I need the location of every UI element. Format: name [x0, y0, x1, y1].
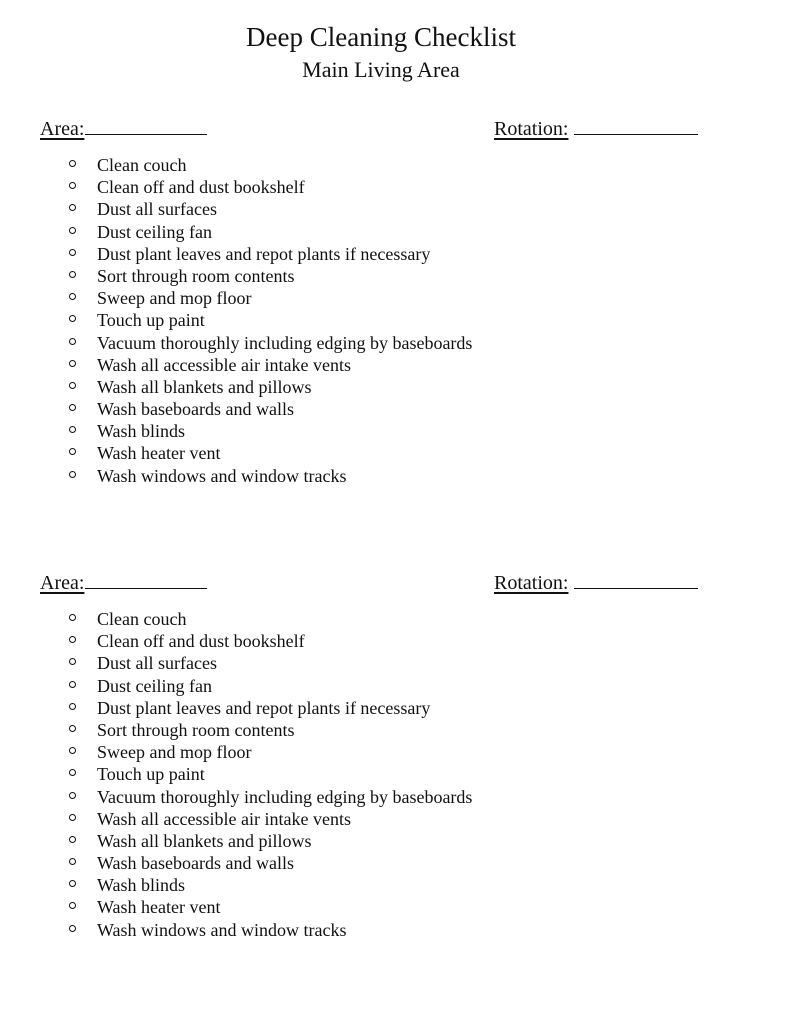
- rotation-blank-line[interactable]: [574, 568, 698, 589]
- area-label: Area:: [40, 118, 85, 140]
- circle-bullet-icon[interactable]: [69, 382, 76, 389]
- circle-bullet-icon[interactable]: [69, 836, 76, 843]
- circle-bullet-icon[interactable]: [69, 725, 76, 732]
- area-label: Area:: [40, 572, 85, 594]
- circle-bullet-icon[interactable]: [69, 182, 76, 189]
- checklist-item-text: Touch up paint: [97, 310, 205, 331]
- checklist-item-text: Wash all blankets and pillows: [97, 376, 312, 397]
- circle-bullet-icon[interactable]: [69, 204, 76, 211]
- circle-bullet-icon[interactable]: [69, 858, 76, 865]
- checklist-item-text: Dust plant leaves and repot plants if necessary: [97, 243, 431, 264]
- checklist-item-text: Clean couch: [97, 155, 187, 175]
- rotation-label: Rotation:: [494, 572, 569, 594]
- circle-bullet-icon[interactable]: [69, 249, 76, 256]
- circle-bullet-icon[interactable]: [69, 880, 76, 887]
- checklist-item-text: Wash blinds: [97, 875, 186, 896]
- circle-bullet-icon[interactable]: [69, 271, 76, 278]
- area-blank-line[interactable]: [85, 568, 207, 589]
- circle-bullet-icon[interactable]: [69, 293, 76, 300]
- rotation-blank-line[interactable]: [574, 114, 698, 135]
- checklist-item-text: Touch up paint: [97, 764, 205, 785]
- circle-bullet-icon[interactable]: [69, 227, 76, 234]
- checklist-item-text: Sort through room contents: [97, 265, 295, 286]
- circle-bullet-icon[interactable]: [69, 160, 76, 167]
- checklist-item-text: Dust all surfaces: [97, 653, 217, 674]
- checklist-item-text: Wash all blankets and pillows: [97, 830, 312, 851]
- checklist-item-text: Wash heater vent: [97, 443, 221, 464]
- circle-bullet-icon[interactable]: [69, 404, 76, 411]
- circle-bullet-icon[interactable]: [69, 925, 76, 932]
- circle-bullet-icon[interactable]: [69, 658, 76, 665]
- checklist-item-text: Clean off and dust bookshelf: [97, 631, 305, 652]
- checklist-item-text: Clean couch: [97, 609, 187, 629]
- area-field: [40, 568, 207, 597]
- circle-bullet-icon[interactable]: [69, 614, 76, 621]
- checklist-item-text: Clean off and dust bookshelf: [97, 177, 305, 198]
- checklist-item-text: Wash baseboards and walls: [97, 853, 294, 874]
- circle-bullet-icon[interactable]: [69, 681, 76, 688]
- rotation-label: Rotation:: [494, 118, 569, 140]
- circle-bullet-icon[interactable]: [69, 315, 76, 322]
- checklist-item-text: Wash windows and window tracks: [97, 919, 347, 940]
- circle-bullet-icon[interactable]: [69, 747, 76, 754]
- rotation-field: [494, 568, 698, 597]
- rotation-field: [494, 114, 698, 143]
- checklist-item-text: Dust ceiling fan: [97, 221, 212, 242]
- circle-bullet-icon[interactable]: [69, 338, 76, 345]
- checklist-item-text: Dust ceiling fan: [97, 675, 212, 696]
- circle-bullet-icon[interactable]: [69, 703, 76, 710]
- section-header: [0, 114, 811, 144]
- checklist-item-text: Wash windows and window tracks: [97, 465, 347, 486]
- circle-bullet-icon[interactable]: [69, 360, 76, 367]
- circle-bullet-icon[interactable]: [69, 902, 76, 909]
- checklist-item-text: Vacuum thoroughly including edging by baseboards: [97, 332, 473, 353]
- circle-bullet-icon[interactable]: [69, 426, 76, 433]
- checklist-item-text: Wash blinds: [97, 421, 186, 442]
- section-header: [0, 568, 811, 598]
- page-subtitle: Main Living Area: [302, 57, 460, 82]
- circle-bullet-icon[interactable]: [69, 636, 76, 643]
- checklist-item-text: Wash all accessible air intake vents: [97, 354, 351, 375]
- checklist-item-text: Sweep and mop floor: [97, 288, 252, 309]
- circle-bullet-icon[interactable]: [69, 471, 76, 478]
- circle-bullet-icon[interactable]: [69, 448, 76, 455]
- checklist-item-text: Wash baseboards and walls: [97, 399, 294, 420]
- checklist-item-text: Dust plant leaves and repot plants if necessary: [97, 697, 431, 718]
- checklist-section-2: [0, 568, 811, 940]
- circle-bullet-icon[interactable]: [69, 814, 76, 821]
- area-blank-line[interactable]: [85, 114, 207, 135]
- checklist-item-text: Vacuum thoroughly including edging by baseboards: [97, 786, 473, 807]
- circle-bullet-icon[interactable]: [69, 792, 76, 799]
- checklist-item-text: Sort through room contents: [97, 719, 295, 740]
- checklist-item-text: Sweep and mop floor: [97, 742, 252, 763]
- checklist-item-text: Dust all surfaces: [97, 199, 217, 220]
- page-title: Deep Cleaning Checklist: [246, 22, 516, 52]
- area-field: [40, 114, 207, 143]
- checklist-item-text: Wash all accessible air intake vents: [97, 808, 351, 829]
- checklist-section-1: [0, 114, 811, 486]
- circle-bullet-icon[interactable]: [69, 769, 76, 776]
- checklist-item-text: Wash heater vent: [97, 897, 221, 918]
